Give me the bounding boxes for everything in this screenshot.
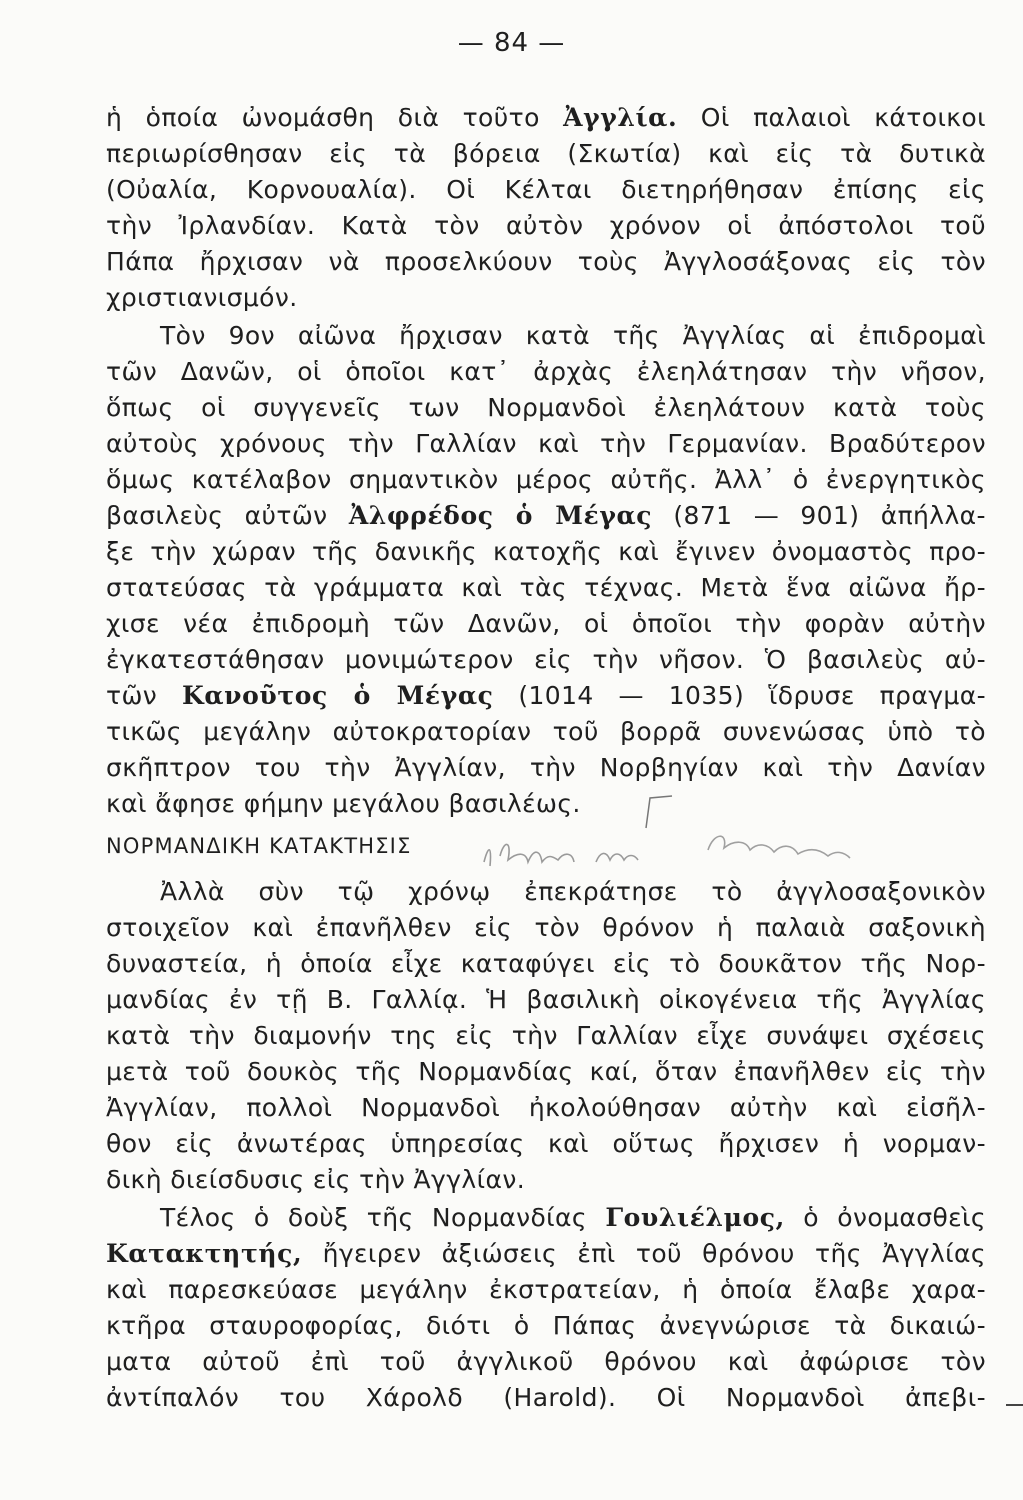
text-line: ὅμως κατέλαβον σημαντικὸν μέρος αὐτῆς. Ἀλλ᾽ ὁ ἐνεργητικὸς: [106, 465, 986, 494]
text-line: δικὴ διείσδυσις εἰς τὴν Ἀγγλίαν.: [106, 1165, 526, 1194]
page-number: — 84 —: [457, 28, 566, 58]
text-line: καὶ παρεσκεύασε μεγάλην ἐκστρατείαν, ἡ ὁποία ἔλαβε χαρα-: [106, 1275, 986, 1304]
text-line: Πάπα ἤρχισαν νὰ προσελκύουν τοὺς Ἀγγλοσάξονας εἰς τὸν: [106, 247, 986, 276]
text-line: χριστιανισμόν.: [106, 283, 298, 312]
text-line: Ἀγγλίαν, πολλοὶ Νορμανδοὶ ἠκολούθησαν αὐτὴν καὶ εἰσῆλ-: [106, 1093, 986, 1122]
text-line: περιωρίσθησαν εἰς τὰ βόρεια (Σκωτία) καὶ εἰς τὰ δυτικὰ: [106, 139, 986, 168]
text-line: στοιχεῖον καὶ ἐπανῆλθεν εἰς τὸν θρόνον ἡ παλαιὰ σαξονικὴ: [106, 913, 986, 942]
section-heading: ΝΟΡΜΑΝΔΙΚΗ ΚΑΤΑΚΤΗΣΙΣ: [106, 834, 412, 858]
term-william: Γουλιέλμος,: [605, 1203, 785, 1232]
text-line: τῶν Δανῶν, οἱ ὁποῖοι κατ᾽ ἀρχὰς ἐλεηλάτησαν τὴν νῆσον,: [106, 357, 986, 386]
text-line: τικῶς μεγάλην αὐτοκρατορίαν τοῦ βορρᾶ συνενώσας ὑπὸ τὸ: [106, 717, 986, 746]
margin-mark: [1006, 1404, 1023, 1406]
text-line: ξε τὴν χώραν τῆς δανικῆς κατοχῆς καὶ ἔγινεν ὀνομαστὸς προ-: [106, 537, 986, 566]
text-line: θον εἰς ἀνωτέρας ὑπηρεσίας καὶ οὕτως ἤρχισεν ἡ νορμαν-: [106, 1129, 986, 1158]
text-line: χισε νέα ἐπιδρομὴ τῶν Δανῶν, οἱ ὁποῖοι τὴν φορὰν αὐτὴν: [106, 609, 986, 638]
text-line: τὴν Ἰρλανδίαν. Κατὰ τὸν αὐτὸν χρόνον οἱ ἀπόστολοι τοῦ: [106, 211, 986, 240]
text-line: ἀντίπαλόν του Χάρολδ (Harold). Οἱ Νορμανδοὶ ἀπεβι-: [106, 1383, 986, 1412]
text-line: αὐτοὺς χρόνους τὴν Γαλλίαν καὶ τὴν Γερμανίαν. Βραδύτερον: [106, 429, 986, 458]
term-conqueror: Κατακτητής,: [106, 1239, 303, 1268]
text-line: βασιλεὺς αὐτῶν Ἀλφρέδος ὁ Μέγας (871 — 901) ἀπήλλα-: [106, 501, 986, 530]
text-line: ὅπως οἱ συγγενεῖς των Νορμανδοὶ ἐλεηλάτουν κατὰ τοὺς: [106, 393, 986, 422]
text-line: καὶ ἄφησε φήμην μεγάλου βασιλέως.: [106, 789, 581, 818]
text-line: Κατακτητής, ἤγειρεν ἀξιώσεις ἐπὶ τοῦ θρόνου τῆς Ἀγγλίας: [106, 1239, 986, 1268]
text-line: σκῆπτρον του τὴν Ἀγγλίαν, τὴν Νορβηγίαν καὶ τὴν Δανίαν: [106, 753, 986, 782]
text-line: μανδίας ἐν τῇ Β. Γαλλίᾳ. Ἡ βασιλικὴ οἰκογένεια τῆς Ἀγγλίας: [106, 985, 986, 1014]
term-alfred: Ἀλφρέδος ὁ Μέγας: [348, 501, 653, 530]
text-line: Τέλος ὁ δοὺξ τῆς Νορμανδίας Γουλιέλμος, ὁ ὀνομασθεὶς: [160, 1203, 986, 1232]
text-line: ματα αὐτοῦ ἐπὶ τοῦ ἀγγλικοῦ θρόνου καὶ ἀφώρισε τὸν: [106, 1347, 986, 1376]
text-line: δυναστεία, ἡ ὁποία εἶχε καταφύγει εἰς τὸ δουκᾶτον τῆς Νορ-: [106, 949, 986, 978]
text-line: Τὸν 9ον αἰῶνα ἤρχισαν κατὰ τῆς Ἀγγλίας αἱ ἐπιδρομαὶ: [160, 321, 986, 350]
text-line: κατὰ τὴν διαμονήν της εἰς τὴν Γαλλίαν εἶχε συνάψει σχέσεις: [106, 1021, 986, 1050]
text-line: κτῆρα σταυροφορίας, διότι ὁ Πάπας ἀνεγνώρισε τὰ δικαιώ-: [106, 1311, 986, 1340]
term-canute: Κανοῦτος ὁ Μέγας: [181, 681, 494, 710]
text-line: τῶν Κανοῦτος ὁ Μέγας (1014 — 1035) ἵδρυσε πραγμα-: [106, 681, 986, 710]
term-anglia: Ἀγγλία.: [563, 103, 678, 132]
text-line: ἐγκατεστάθησαν μονιμώτερον εἰς τὴν νῆσον. Ὁ βασιλεὺς αὐ-: [106, 645, 986, 674]
text-line: στατεύσας τὰ γράμματα καὶ τὰς τέχνας. Μετὰ ἕνα αἰῶνα ἤρ-: [106, 573, 986, 602]
text-line: ἡ ὁποία ὠνομάσθη διὰ τοῦτο Ἀγγλία. Οἱ παλαιοὶ κάτοικοι: [106, 103, 986, 132]
text-line: (Οὐαλία, Κορνουαλία). Οἱ Κέλται διετηρήθησαν ἐπίσης εἰς: [106, 175, 986, 204]
text-line: μετὰ τοῦ δουκὸς τῆς Νορμανδίας καί, ὅταν ἐπανῆλθεν εἰς τὴν: [106, 1057, 986, 1086]
text-line: Ἀλλὰ σὺν τῷ χρόνῳ ἐπεκράτησε τὸ ἀγγλοσαξονικὸν: [160, 877, 986, 906]
handwritten-annotation-icon: [478, 826, 878, 876]
